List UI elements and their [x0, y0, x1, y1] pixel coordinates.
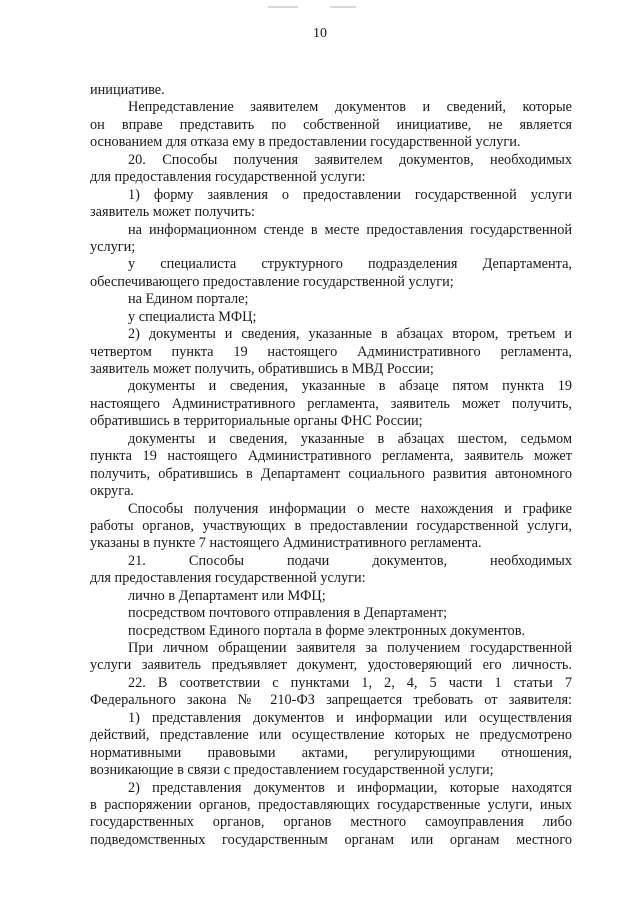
- text-line: обратившись в территориальные органы ФНС России;: [90, 413, 423, 430]
- text-line: При личном обращении заявителя за получением государственной: [128, 640, 572, 656]
- text-line: на информационном стенде в месте предоставления государственной: [128, 221, 572, 238]
- text-line: округа.: [90, 483, 134, 500]
- text-line: для предоставления государственной услуги:: [90, 570, 366, 587]
- text-line: Способы получения информации о месте нахождения и графике: [128, 500, 572, 517]
- text-line: Федерального закона № 210-ФЗ запрещается требовать от заявителя:: [90, 692, 572, 709]
- text-line: услуги;: [90, 238, 136, 255]
- text-line: возникающие в связи с предоставлением государственной услуги;: [90, 762, 494, 779]
- text-line: работы органов, участвующих в предоставлении государственной услуги,: [90, 517, 572, 534]
- text-line: документы и сведения, указанные в абзаце пятом пункта 19: [128, 378, 572, 395]
- scan-artifact: [330, 6, 356, 8]
- text-line: услуги заявитель предъявляет документ, удостоверяющий его личность.: [90, 657, 572, 674]
- text-line: в распоряжении органов, предоставляющих государственные услуги, иных: [90, 796, 572, 813]
- text-line: указаны в пункте 7 настоящего Административного регламента.: [90, 535, 482, 552]
- text-line: подведомственных государственным органам или органам местного: [90, 831, 572, 848]
- text-line: 20. Способы получения заявителем документов, необходимых: [128, 151, 572, 168]
- text-line: пункта 19 настоящего Административного регламента, заявитель может: [90, 448, 572, 465]
- text-line: он вправе представить по собственной инициативе, не является: [90, 116, 572, 133]
- text-line: лично в Департамент или МФЦ;: [128, 587, 326, 604]
- text-line: 2) документы и сведения, указанные в абзацах втором, третьем и: [128, 326, 572, 343]
- page-number: 10: [313, 26, 327, 41]
- text-line: 2) представления документов и информации, которые находятся: [128, 779, 572, 796]
- text-line: инициативе.: [90, 82, 165, 98]
- text-line: заявитель может получить:: [90, 204, 255, 221]
- body-text: [90, 82, 572, 849]
- text-line: основанием для отказа ему в предоставлении государственной услуги.: [90, 134, 521, 151]
- text-line: 1) форму заявления о предоставлении государственной услуги: [128, 186, 572, 203]
- text-line: настоящего Административного регламента, заявитель может получить,: [90, 395, 572, 412]
- text-line: для предоставления государственной услуги:: [90, 169, 366, 186]
- text-line: действий, представление или осуществление которых не предусмотрено: [90, 727, 572, 744]
- text-line: посредством Единого портала в форме электронных документов.: [128, 622, 526, 639]
- text-line: у специалиста структурного подразделения Департамента,: [128, 256, 572, 273]
- text-line: на Едином портале;: [128, 291, 249, 308]
- text-line: 1) представления документов и информации или осуществления: [128, 709, 572, 726]
- text-line: обеспечивающего предоставление государственной услуги;: [90, 273, 454, 290]
- text-line: нормативными правовыми актами, регулирующими отношения,: [90, 744, 572, 761]
- text-line: государственных органов, органов местного самоуправления либо: [90, 814, 572, 831]
- text-line: заявитель может получить, обратившись в МВД России;: [90, 361, 434, 377]
- text-line: 22. В соответствии с пунктами 1, 2, 4, 5 части 1 статьи 7: [128, 674, 572, 691]
- text-line: получить, обратившись в Департамент социального развития автономного: [90, 465, 572, 482]
- text-line: документы и сведения, указанные в абзацах шестом, седьмом: [128, 430, 572, 447]
- text-line: четвертом пункта 19 настоящего Административного регламента,: [90, 343, 572, 360]
- scan-artifact: [268, 6, 298, 8]
- text-line: посредством почтового отправления в Департамент;: [128, 605, 448, 622]
- text-line: Непредставление заявителем документов и сведений, которые: [128, 99, 572, 116]
- text-line: 21. Способы подачи документов, необходимых: [128, 552, 572, 569]
- text-line: у специалиста МФЦ;: [128, 308, 257, 325]
